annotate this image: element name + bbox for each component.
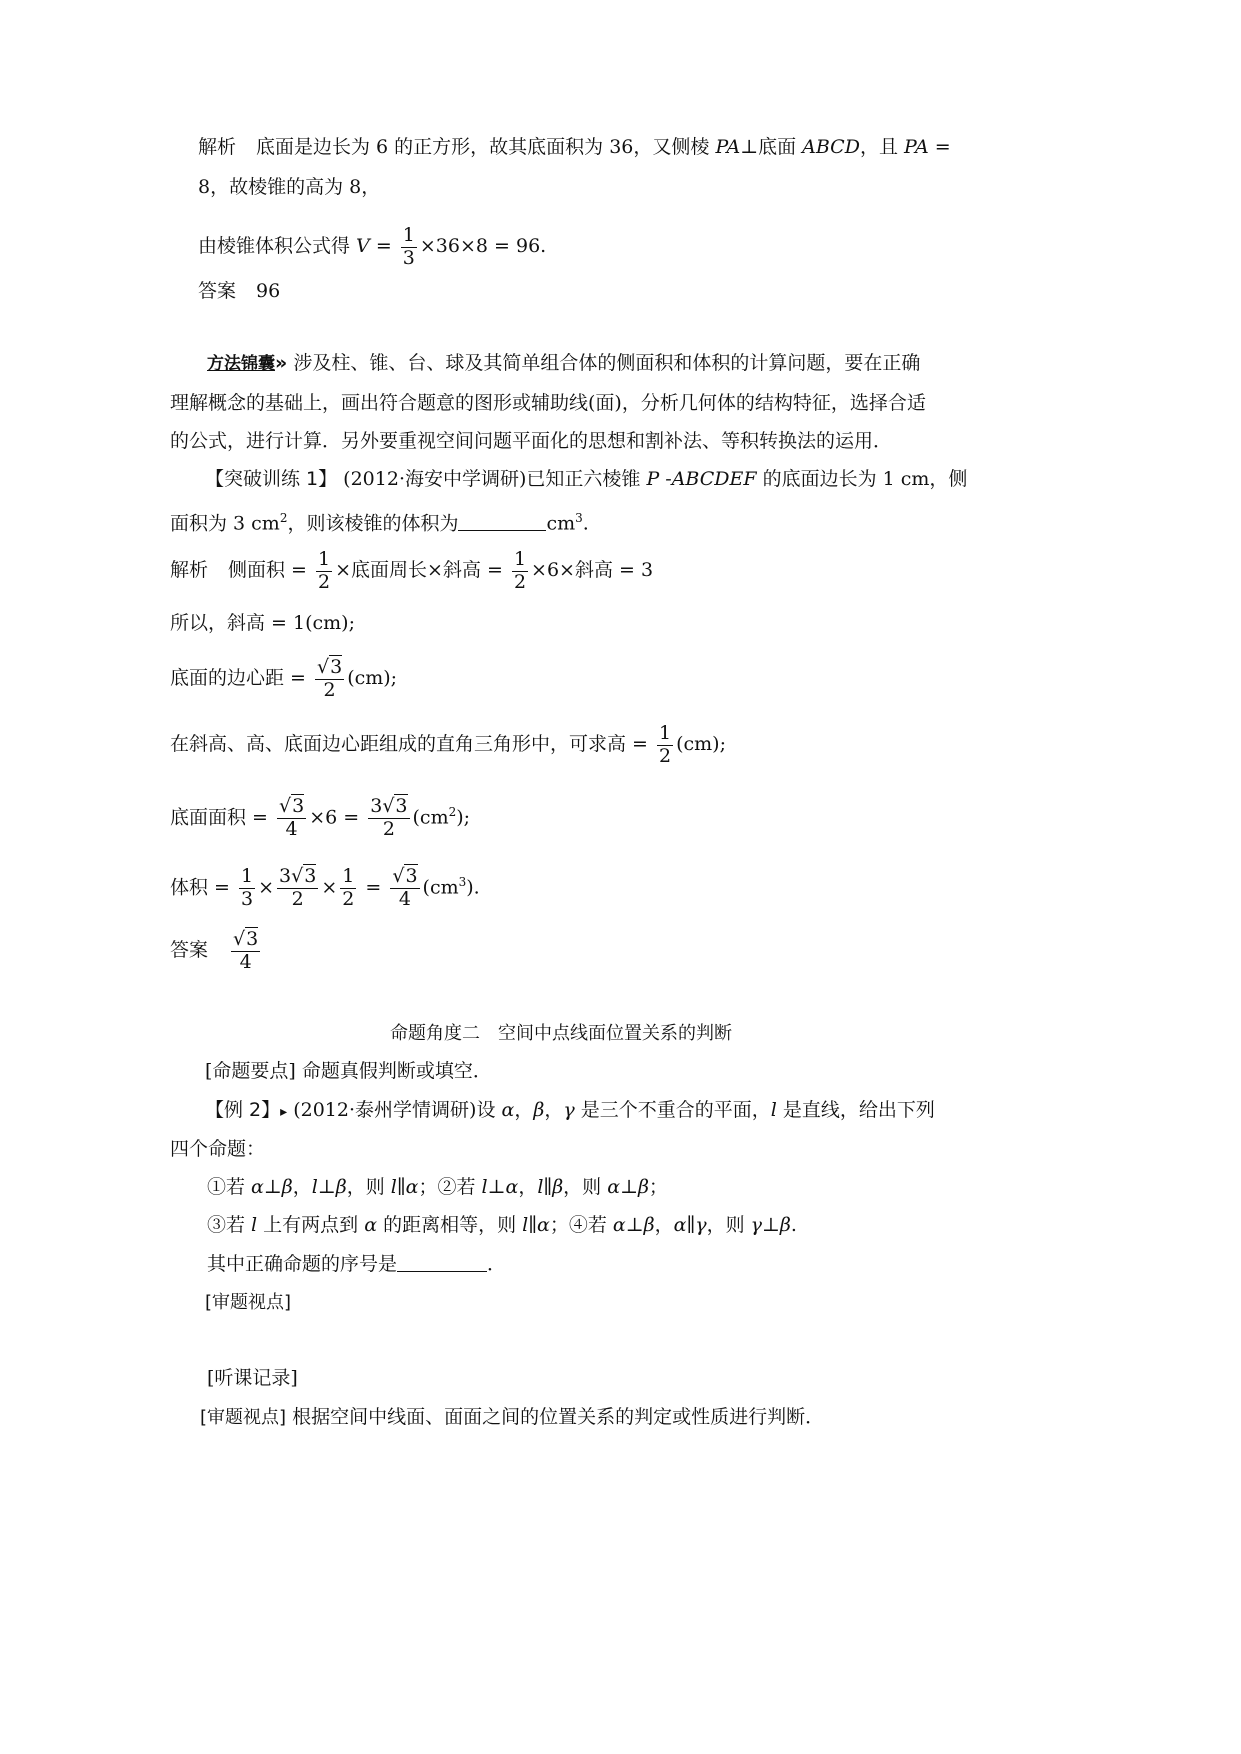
solution-label: 解析 <box>198 136 237 158</box>
section-heading: 命题角度二 空间中点线面位置关系的判断 <box>390 1023 732 1044</box>
method-label: 方法锦囊 <box>207 354 275 374</box>
solution2-line-2: 所以，斜高 = 1(cm); <box>170 612 355 634</box>
solution-line-2: 8，故棱锥的高为 8， <box>198 176 381 198</box>
answer-value: 96 <box>256 280 281 302</box>
example-arrow-icon: ▸ <box>280 1104 288 1120</box>
answer-line-2 <box>170 922 263 978</box>
training-label: 【突破训练 1】 <box>205 468 338 490</box>
solution2-label: 解析 <box>170 559 209 581</box>
solution2-line-4: 在斜高、高、底面边心距组成的直角三角形中，可求高 = $\frac{1}{2}$ (cm); <box>170 721 726 767</box>
solution2-line-3: 底面的边心距 = $\frac{√3}{2}$ (cm); <box>170 655 398 701</box>
method-mark: » <box>275 352 288 374</box>
solution2-line-1: 解析 侧面积 = $\frac{1}{2}$ ×底面周长×斜高 = $\frac{1}{2}$ ×6×斜高 = 3 <box>170 547 654 593</box>
answer-label: 答案 <box>198 280 237 302</box>
training-line-2: 面积为 3 $cm^2$，则该棱锥的体积为 $cm^3$. <box>170 511 589 535</box>
review-label: [审题视点] <box>205 1292 292 1313</box>
fraction-one-third: $\frac{1}{3}$ <box>402 223 415 269</box>
answer2-label: 答案 <box>170 939 209 961</box>
method-line-3: 的公式，进行计算．另外要重视空间问题平面化的思想和割补法、等积转换法的运用． <box>170 430 893 452</box>
example-label: 【例 2】 <box>205 1099 281 1121</box>
keypoint-line: [命题要点] 命题真假判断或填空． <box>205 1060 492 1082</box>
answer-line-1 <box>198 278 280 304</box>
solution2-line-5: 底面面积 = $\frac{√3}{4}$ ×6 = $\frac{3√3}{2}$ $(cm^2)$; <box>170 794 471 840</box>
method-line-1: 方法锦囊» 涉及柱、锥、台、球及其简单组合体的侧面积和体积的计算问题，要在正确 <box>207 352 921 374</box>
solution2-line-6: 体积 = $\frac{1}{3}$ × $\frac{3√3}{2}$ × $\frac{1}{2}$ = $\frac{√3}{4}$ $(cm^3)$. <box>170 864 480 910</box>
propositions-line-1: ①若 α⊥β，l⊥β，则 l∥α；②若 l⊥α，l∥β，则 α⊥β； <box>207 1176 668 1198</box>
answer-blank[interactable] <box>458 512 546 531</box>
question-blank[interactable] <box>397 1253 487 1272</box>
method-line-2: 理解概念的基础上，画出符合题意的图形或辅助线(面)，分析几何体的结构特征，选择合适 <box>170 392 926 414</box>
notes-label: [听课记录] <box>207 1367 298 1389</box>
solution-line-1: 解析 底面是边长为 6 的正方形，故其底面积为 36，又侧棱 PA⊥底面 ABCD，且 PA = <box>198 136 951 158</box>
example-line-2: 四个命题： <box>170 1138 266 1160</box>
answer2-value: $\frac{√3}{4}$ <box>233 927 259 973</box>
review-line-2: [审题视点] 根据空间中线面、面面之间的位置关系的判定或性质进行判断． <box>200 1406 825 1428</box>
question-line: 其中正确命题的序号是 ． <box>207 1253 507 1275</box>
example-line-1: 【例 2】▸ (2012·泰州学情调研)设 α，β，γ 是三个不重合的平面，l 是直线，给出下列 <box>205 1099 935 1121</box>
propositions-line-2: ③若 l 上有两点到 α 的距离相等，则 l∥α；④若 α⊥β，α∥γ，则 γ⊥β. <box>207 1214 797 1236</box>
solution-line-3: 由棱锥体积公式得 V = $\frac{1}{3}$ ×36×8 = 96. <box>198 223 547 269</box>
training-line-1: 【突破训练 1】 (2012·海安中学调研)已知正六棱锥 P -ABCDEF 的底面边长为 1 cm，侧 <box>205 468 968 490</box>
